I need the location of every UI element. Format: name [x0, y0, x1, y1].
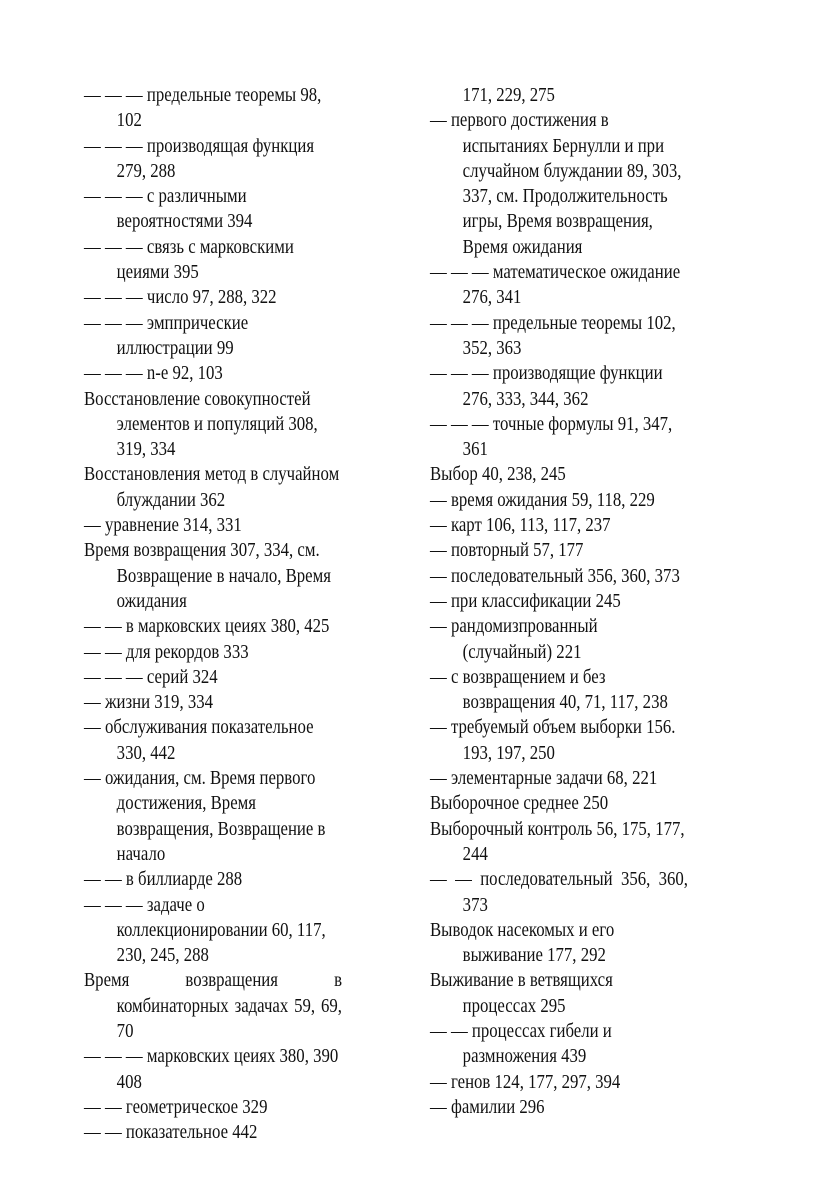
index-entry: — — — эмппрические иллюстрации 99: [84, 312, 249, 359]
index-entry: — карт 106, 113, 117, 237: [430, 515, 611, 537]
index-entry: Время возвращения в комбинаторных задачах 59, 69, 70: [84, 970, 343, 1042]
index-entry: — — — n-е 92, 103: [84, 363, 223, 385]
index-entry: — — — математическое ожидание 276, 341: [430, 262, 681, 309]
index-entry: Выбор 40, 238, 245: [430, 464, 566, 486]
index-entry: — последовательный 356, 360, 373: [430, 565, 680, 587]
index-entry: — время ожидания 59, 118, 229: [430, 489, 655, 511]
index-entry: — — в марковских цеиях 380, 425: [84, 616, 330, 638]
index-entry: — ожидания, см. Время первого достижения, Время возвращения, Возвращение в начало: [84, 768, 326, 865]
index-entry: — — — производящая функция 279, 288: [84, 135, 315, 182]
index-entry: — — процессах гибели и размножения 439: [430, 1020, 612, 1068]
index-entry: — рандомизпрованный (случайный) 221: [430, 616, 598, 663]
index-entry: — — показательное 442: [84, 1122, 258, 1144]
index-entry-continuation: 171, 229, 275: [462, 85, 555, 106]
index-entry: Выживание в ветвящихся процессах 295: [430, 970, 613, 1017]
index-entry: Выборочный контроль 56, 175, 177, 244: [430, 818, 685, 865]
index-entry: — — геометрическое 329: [84, 1096, 268, 1118]
index-entry: — жизни 319, 334: [84, 692, 213, 714]
index-entry: — первого достижения в испытаниях Бернулли и при случайном блуждании 89, 303, 337, см. Продолжительность игры, Время возвращения, Время ожидания: [430, 110, 682, 258]
index-entry: Восстановление совокупностей элементов и популяций 308, 319, 334: [84, 388, 318, 461]
index-entry: — — — связь с марковскими цеиями 395: [84, 236, 294, 284]
index-entry: Выборочное среднее 250: [430, 793, 609, 815]
index-entry: Время возвращения 307, 334, см. Возвращение в начало, Время ожидания: [84, 540, 331, 612]
index-entry: — — — производящие функции 276, 333, 344, 362: [430, 363, 663, 410]
index-column-right: [430, 83, 688, 1120]
index-entry: — — — предельные теоремы 102, 352, 363: [430, 312, 676, 359]
index-entry: — обслуживания показательное 330, 442: [84, 717, 314, 764]
index-entry: — при классификации 245: [430, 590, 621, 612]
index-entry: — — — точные формулы 91, 347, 361: [430, 413, 673, 461]
index-entry: — требуемый объем выборки 156. 193, 197, 250: [430, 717, 676, 764]
index-entry: — — для рекордов 333: [84, 641, 249, 663]
index-entry: Восстановления метод в случайном блуждании 362: [84, 464, 340, 511]
index-entry: — — последовательный 356, 360, 373: [430, 869, 688, 916]
index-entry: — — — число 97, 288, 322: [84, 287, 277, 309]
index-entry: — с возвращением и без возвращения 40, 71, 117, 238: [430, 666, 668, 714]
index-entry: — — — марковских цеиях 380, 390 408: [84, 1046, 339, 1093]
index-entry: — — в биллиарде 288: [84, 869, 243, 891]
index-entry: Выводок насекомых и его выживание 177, 292: [430, 919, 615, 967]
index-entry: — генов 124, 177, 297, 394: [430, 1071, 621, 1093]
index-entry: — повторный 57, 177: [430, 540, 584, 562]
index-entry: — — — задаче о коллекционировании 60, 117, 230, 245, 288: [84, 894, 326, 967]
index-entry: — — — серий 324: [84, 666, 218, 688]
index-entry: — уравнение 314, 331: [84, 515, 242, 537]
index-entry: — фамилии 296: [430, 1096, 545, 1118]
index-column-left: [84, 83, 342, 1145]
index-entry: — — — предельные теоремы 98, 102: [84, 85, 322, 132]
index-entry: — элементарные задачи 68, 221: [430, 768, 658, 790]
index-entry: — — — с различными вероятностями 394: [84, 186, 253, 233]
